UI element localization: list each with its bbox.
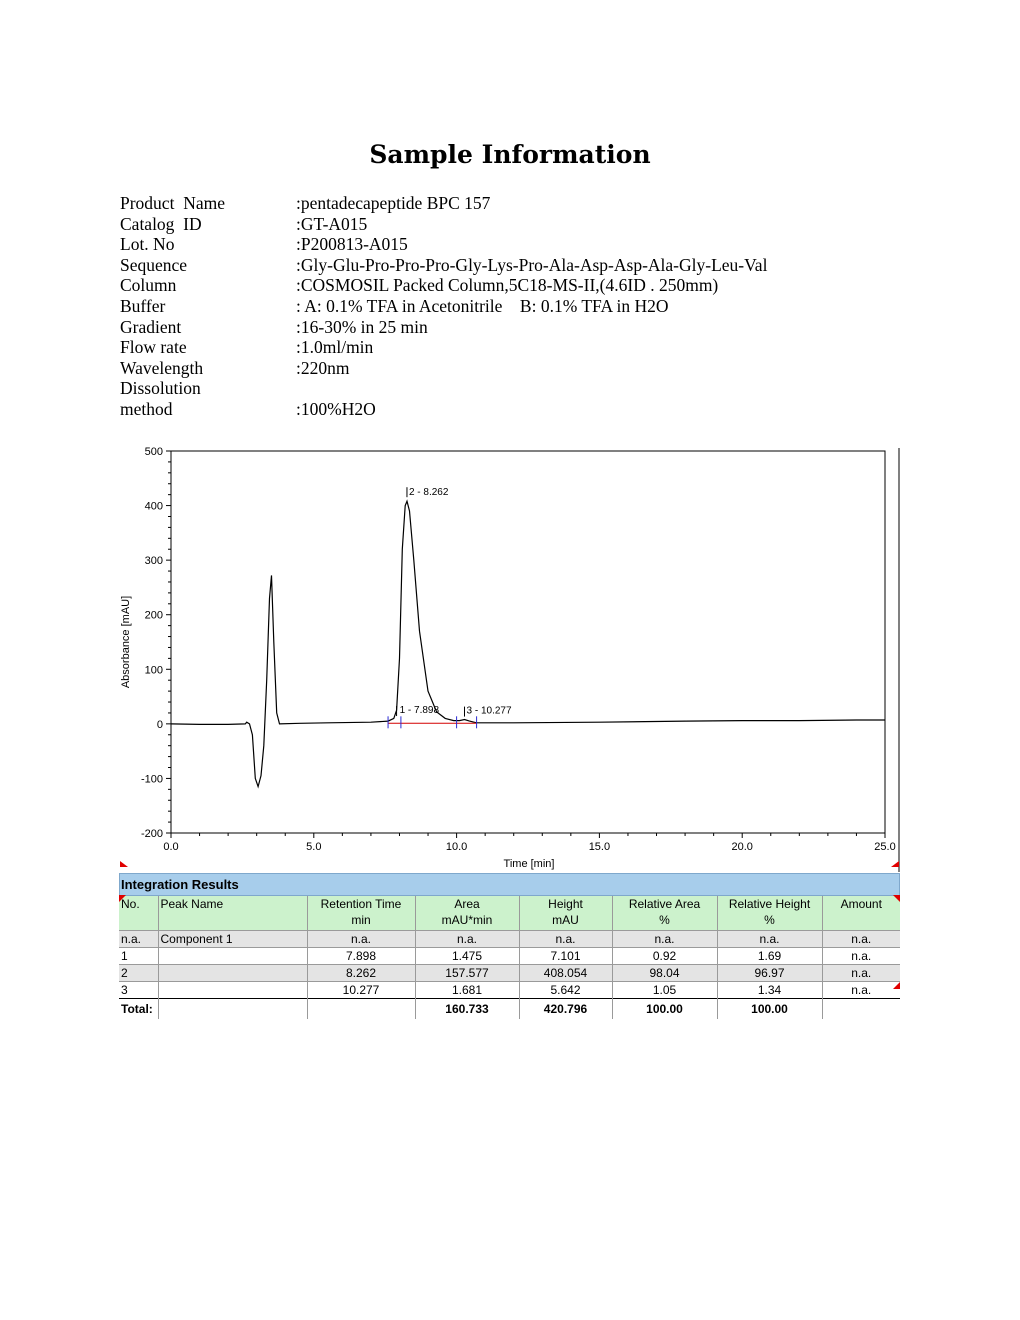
col-header-no: No.	[119, 896, 158, 931]
y-tick-label: 300	[144, 555, 163, 568]
cell-no: 2	[119, 965, 158, 982]
info-row-dissolution: Dissolution	[120, 378, 201, 399]
cell-relative-height: n.a.	[717, 931, 822, 948]
info-row-sequence: Sequence :Gly-Glu-Pro-Pro-Pro-Gly-Lys-Pro-Ala-Asp-Asp-Ala-Gly-Leu-Val	[120, 254, 768, 275]
cell-retention-time: 10.277	[307, 982, 415, 999]
cell-no: 3	[119, 982, 158, 999]
cell-peak-name: Component 1	[158, 931, 307, 948]
cell-area: 1.681	[415, 982, 519, 999]
peak-label: 1 - 7.898	[399, 705, 440, 717]
cell-amount: n.a.	[822, 982, 900, 999]
x-tick-label: 20.0	[731, 841, 753, 853]
cell-relative-height: 96.97	[717, 965, 822, 982]
cell-retention-time: n.a.	[307, 931, 415, 948]
cell-no: 1	[119, 948, 158, 965]
cell-height: n.a.	[519, 931, 612, 948]
col-header-relative-height: Relative Height %	[717, 896, 822, 931]
y-tick-label: -100	[140, 773, 163, 786]
total-amount	[822, 999, 900, 1020]
corner-marker	[893, 982, 900, 989]
info-row-column: Column :COSMOSIL Packed Column,5C18-MS-II,(4.6ID . 250mm)	[120, 275, 719, 296]
cell-no: n.a.	[119, 931, 158, 948]
table-row	[119, 982, 900, 999]
peak-label: 3 - 10.277	[466, 705, 512, 717]
cell-area: 157.577	[415, 965, 519, 982]
cell-relative-height: 1.34	[717, 982, 822, 999]
cell-retention-time: 7.898	[307, 948, 415, 965]
cell-amount: n.a.	[822, 948, 900, 965]
x-tick-label: 0.0	[163, 841, 179, 853]
total-height: 420.796	[519, 999, 612, 1020]
cell-relative-area: 98.04	[612, 965, 717, 982]
cell-peak-name	[158, 965, 307, 982]
cell-area: 1.475	[415, 948, 519, 965]
integration-results	[119, 873, 900, 1019]
total-peak-name	[158, 999, 307, 1020]
total-row	[119, 999, 900, 1020]
sample-info	[120, 193, 767, 420]
x-tick-label: 5.0	[306, 841, 322, 853]
info-row-catalog-id: Catalog ID :GT-A015	[120, 213, 368, 234]
corner-marker-left	[120, 861, 128, 867]
info-row-flow-rate: Flow rate :1.0ml/min	[120, 337, 374, 358]
x-axis-label: Time [min]	[503, 858, 555, 870]
cell-amount: n.a.	[822, 965, 900, 982]
table-row	[119, 931, 900, 948]
cell-height: 5.642	[519, 982, 612, 999]
x-tick-label: 10.0	[445, 841, 468, 853]
x-tick-label: 15.0	[588, 841, 611, 853]
cell-relative-height: 1.69	[717, 948, 822, 965]
cell-area: n.a.	[415, 931, 519, 948]
col-header-relative-area: Relative Area %	[612, 896, 717, 931]
total-label: Total:	[119, 999, 158, 1020]
info-row-wavelength: Wavelength :220nm	[120, 357, 350, 378]
table-row	[119, 965, 900, 982]
corner-marker	[119, 895, 126, 902]
cell-peak-name	[158, 948, 307, 965]
table-header-row	[119, 896, 900, 931]
y-tick-label: 500	[144, 446, 163, 458]
y-tick-label: 400	[144, 500, 163, 513]
y-tick-label: -200	[140, 828, 163, 840]
info-row-method: method :100%H2O	[120, 398, 376, 419]
chromatogram-svg	[100, 440, 910, 875]
x-tick-label: 25.0	[874, 841, 896, 853]
results-header: Integration Results	[119, 873, 900, 896]
y-axis-label: Absorbance [mAU]	[120, 595, 132, 689]
corner-marker	[893, 895, 900, 902]
total-relative-area: 100.00	[612, 999, 717, 1020]
y-tick-label: 0	[156, 718, 163, 731]
info-row-gradient: Gradient :16-30% in 25 min	[120, 316, 428, 337]
total-area: 160.733	[415, 999, 519, 1020]
cell-amount: n.a.	[822, 931, 900, 948]
col-header-height: Height mAU	[519, 896, 612, 931]
chromatogram-chart	[100, 440, 910, 875]
chromatogram-line	[171, 501, 885, 786]
col-header-amount: Amount	[822, 896, 900, 931]
plot-frame	[171, 451, 885, 833]
cell-height: 7.101	[519, 948, 612, 965]
col-header-peak-name: Peak Name	[158, 896, 307, 931]
cell-relative-area: n.a.	[612, 931, 717, 948]
table-row	[119, 948, 900, 965]
col-header-retention-time: Retention Time min	[307, 896, 415, 931]
info-row-buffer: Buffer : A: 0.1% TFA in Acetonitrile B: 0.1% TFA in H2O	[120, 295, 669, 316]
results-table	[119, 896, 900, 1019]
total-relative-height: 100.00	[717, 999, 822, 1020]
col-header-area: Area mAU*min	[415, 896, 519, 931]
total-retention-time	[307, 999, 415, 1020]
cell-relative-area: 0.92	[612, 948, 717, 965]
cell-peak-name	[158, 982, 307, 999]
y-tick-label: 200	[144, 609, 163, 622]
cell-relative-area: 1.05	[612, 982, 717, 999]
cell-height: 408.054	[519, 965, 612, 982]
y-tick-label: 100	[144, 664, 163, 677]
info-row-product-name: Product Name :pentadecapeptide BPC 157	[120, 193, 491, 213]
info-row-lot-no: Lot. No :P200813-A015	[120, 234, 408, 255]
page-title: Sample Information	[369, 140, 651, 169]
corner-marker-right	[891, 861, 899, 867]
peak-label: 2 - 8.262	[408, 487, 449, 499]
cell-retention-time: 8.262	[307, 965, 415, 982]
